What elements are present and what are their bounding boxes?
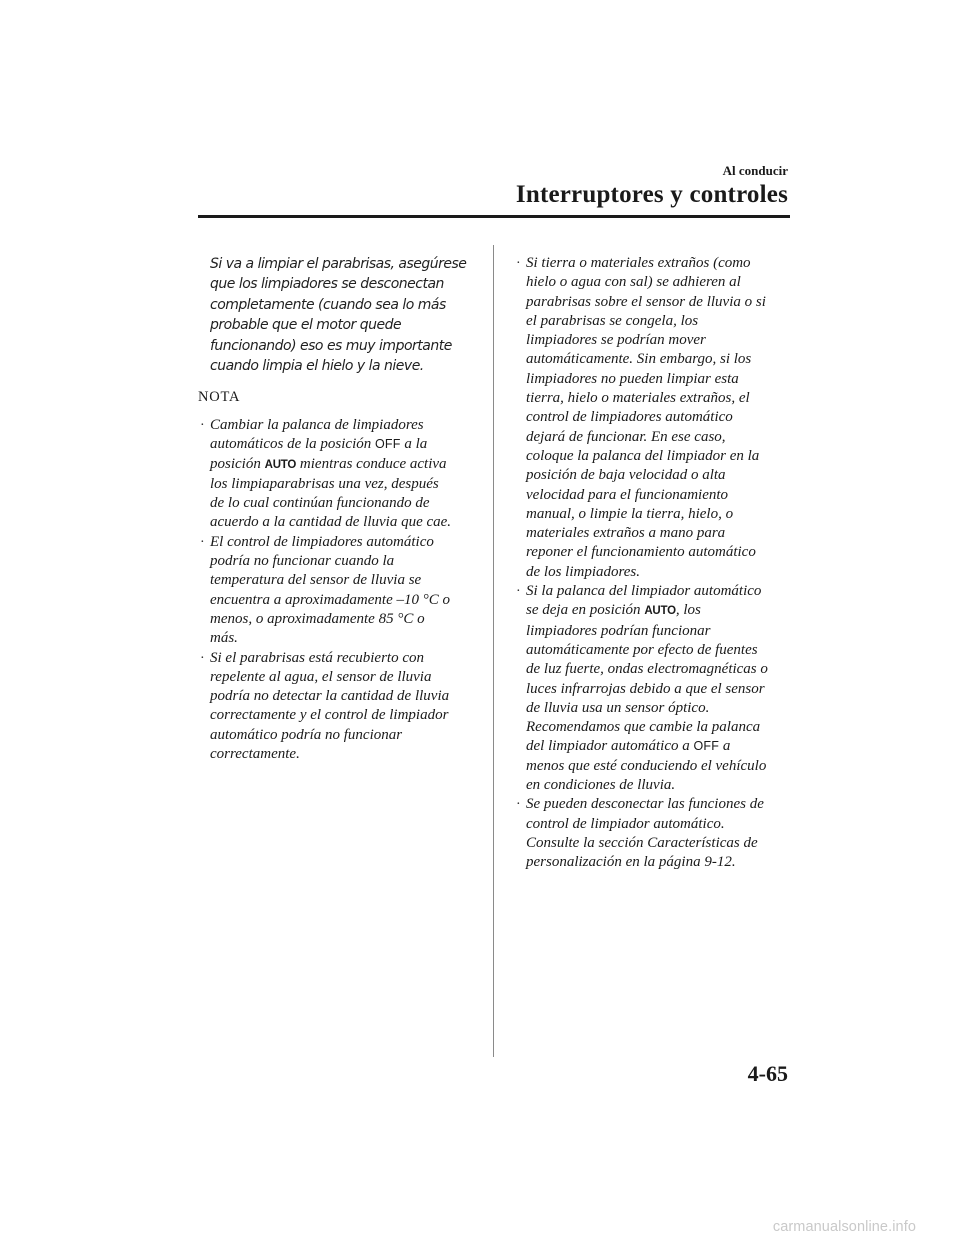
note-text: coloque la palanca del limpiador en la — [526, 447, 760, 464]
section-title: Interruptores y controles — [515, 181, 788, 208]
bullet-dot-icon: · — [200, 650, 205, 666]
note-text: del limpiador automático a — [526, 738, 694, 755]
note-text: luces infrarrojas debido a que el sensor — [526, 680, 765, 697]
warning-line: cuando limpia el hielo y la nieve. — [210, 358, 424, 375]
bullet-dot-icon: · — [200, 418, 205, 433]
note-text: podría no funcionar cuando la — [210, 553, 395, 570]
note-text: de los limpiadores. — [526, 563, 641, 580]
note-text: repelente al agua, el sensor de lluvia — [210, 668, 432, 685]
note-text: podría no detectar la cantidad de lluvia — [210, 688, 450, 705]
note-text: correctamente y el control de limpiador — [210, 707, 449, 724]
warning-line: que los limpiadores se desconectan — [210, 276, 444, 293]
note-text: se deja en posición — [526, 602, 645, 619]
note-text: Si la palanca del limpiador automático — [526, 583, 762, 600]
note-text: Recomendamos que cambie la palanca — [526, 719, 761, 736]
note-text: más. — [210, 630, 238, 647]
header-rule — [198, 215, 790, 218]
note-text: automático podría no funcionar — [210, 726, 403, 743]
note-text: hielo o agua con sal) se adhieren al — [526, 274, 741, 291]
note-text: menos que esté conduciendo el vehículo — [526, 757, 767, 774]
right-bullet-list — [516, 254, 790, 873]
note-text: de lluvia usa un sensor óptico. — [526, 699, 710, 716]
column-divider — [493, 245, 494, 1057]
warning-line: Si va a limpiar el parabrisas, asegúrese — [210, 256, 467, 272]
note-text: el parabrisas se congela, los — [526, 312, 699, 329]
note-item — [200, 416, 482, 533]
nota-heading: NOTA — [198, 389, 241, 405]
note-text: Si el parabrisas está recubierto con — [210, 649, 425, 666]
note-text: de luz fuerte, ondas electromagnéticas o — [526, 661, 768, 678]
note-text: Consulte la sección Características de — [526, 834, 758, 851]
note-text: materiales extraños a mano para — [526, 525, 726, 542]
note-text: posición de baja velocidad o alta — [526, 467, 726, 484]
note-text: limpiadores podrían funcionar — [526, 622, 711, 639]
warning-line: probable que el motor quede — [210, 317, 402, 334]
warning-text — [210, 254, 470, 376]
note-text: reponer el funcionamiento automático — [526, 544, 756, 561]
note-item — [200, 649, 482, 765]
note-item — [516, 582, 790, 795]
bullet-dot-icon: · — [516, 797, 521, 813]
off-symbol: OFF — [375, 437, 401, 452]
note-text: control de limpiadores automático — [526, 409, 733, 426]
note-text: posición — [210, 455, 265, 472]
left-bullet-list — [200, 416, 482, 764]
note-text: Se pueden desconectar las funciones de — [526, 796, 764, 813]
note-text: dejará de funcionar. En ese caso, — [526, 428, 726, 445]
note-text: limpiadores no pueden limpiar esta — [526, 370, 739, 387]
note-text: manual, o limpie la tierra, hielo, o — [526, 505, 734, 522]
note-text: a — [719, 738, 731, 755]
bullet-dot-icon: · — [516, 256, 521, 271]
note-text: personalización en la página 9-12. — [526, 854, 736, 871]
note-text: encuentra a aproximadamente –10 °C o — [210, 591, 450, 608]
note-text: , los — [675, 602, 701, 619]
auto-symbol: AUTO — [264, 458, 297, 471]
note-text: Cambiar la palanca de limpiadores — [210, 417, 424, 433]
note-text: parabrisas sobre el sensor de lluvia o si — [526, 293, 766, 310]
note-text: Si tierra o materiales extraños (como — [526, 255, 751, 271]
note-text: automáticamente. Sin embargo, si los — [526, 351, 752, 368]
note-text: menos, o aproximadamente 85 °C o — [210, 610, 425, 627]
note-text: a la — [400, 436, 428, 453]
note-text: mientras conduce activa — [296, 455, 447, 472]
note-text: El control de limpiadores automático — [210, 533, 434, 550]
bullet-dot-icon: · — [200, 534, 205, 550]
note-text: automáticos de la posición — [210, 436, 375, 453]
note-item — [516, 795, 790, 872]
note-text: temperatura del sensor de lluvia se — [210, 572, 422, 589]
note-text: de lo cual continúan funcionando de — [210, 495, 430, 512]
section-subtitle: Al conducir — [722, 163, 788, 178]
warning-line: funcionando) eso es muy importante — [210, 337, 452, 354]
bullet-dot-icon: · — [516, 584, 521, 600]
note-item — [200, 533, 482, 649]
auto-symbol: AUTO — [644, 605, 676, 618]
note-text: acuerdo a la cantidad de lluvia que cae. — [210, 514, 452, 531]
warning-line: completamente (cuando sea lo más — [210, 296, 446, 313]
warning-block — [210, 254, 480, 376]
note-text: en condiciones de lluvia. — [526, 777, 676, 794]
note-text: limpiadores se podrían mover — [526, 332, 706, 349]
page-number: 4-65 — [747, 1061, 788, 1086]
note-text: tierra, hielo o materiales extraños, el — [526, 390, 750, 407]
footer-watermark: carmanualsonline.info — [772, 1219, 916, 1235]
note-text: correctamente. — [210, 746, 300, 763]
note-text: control de limpiador automático. — [526, 815, 725, 832]
note-item — [516, 254, 790, 582]
note-text: velocidad para el funcionamiento — [526, 486, 729, 503]
note-text: automáticamente por efecto de fuentes — [526, 641, 758, 658]
off-symbol: OFF — [693, 739, 720, 754]
note-text: los limpiaparabrisas una vez, después — [210, 475, 439, 492]
